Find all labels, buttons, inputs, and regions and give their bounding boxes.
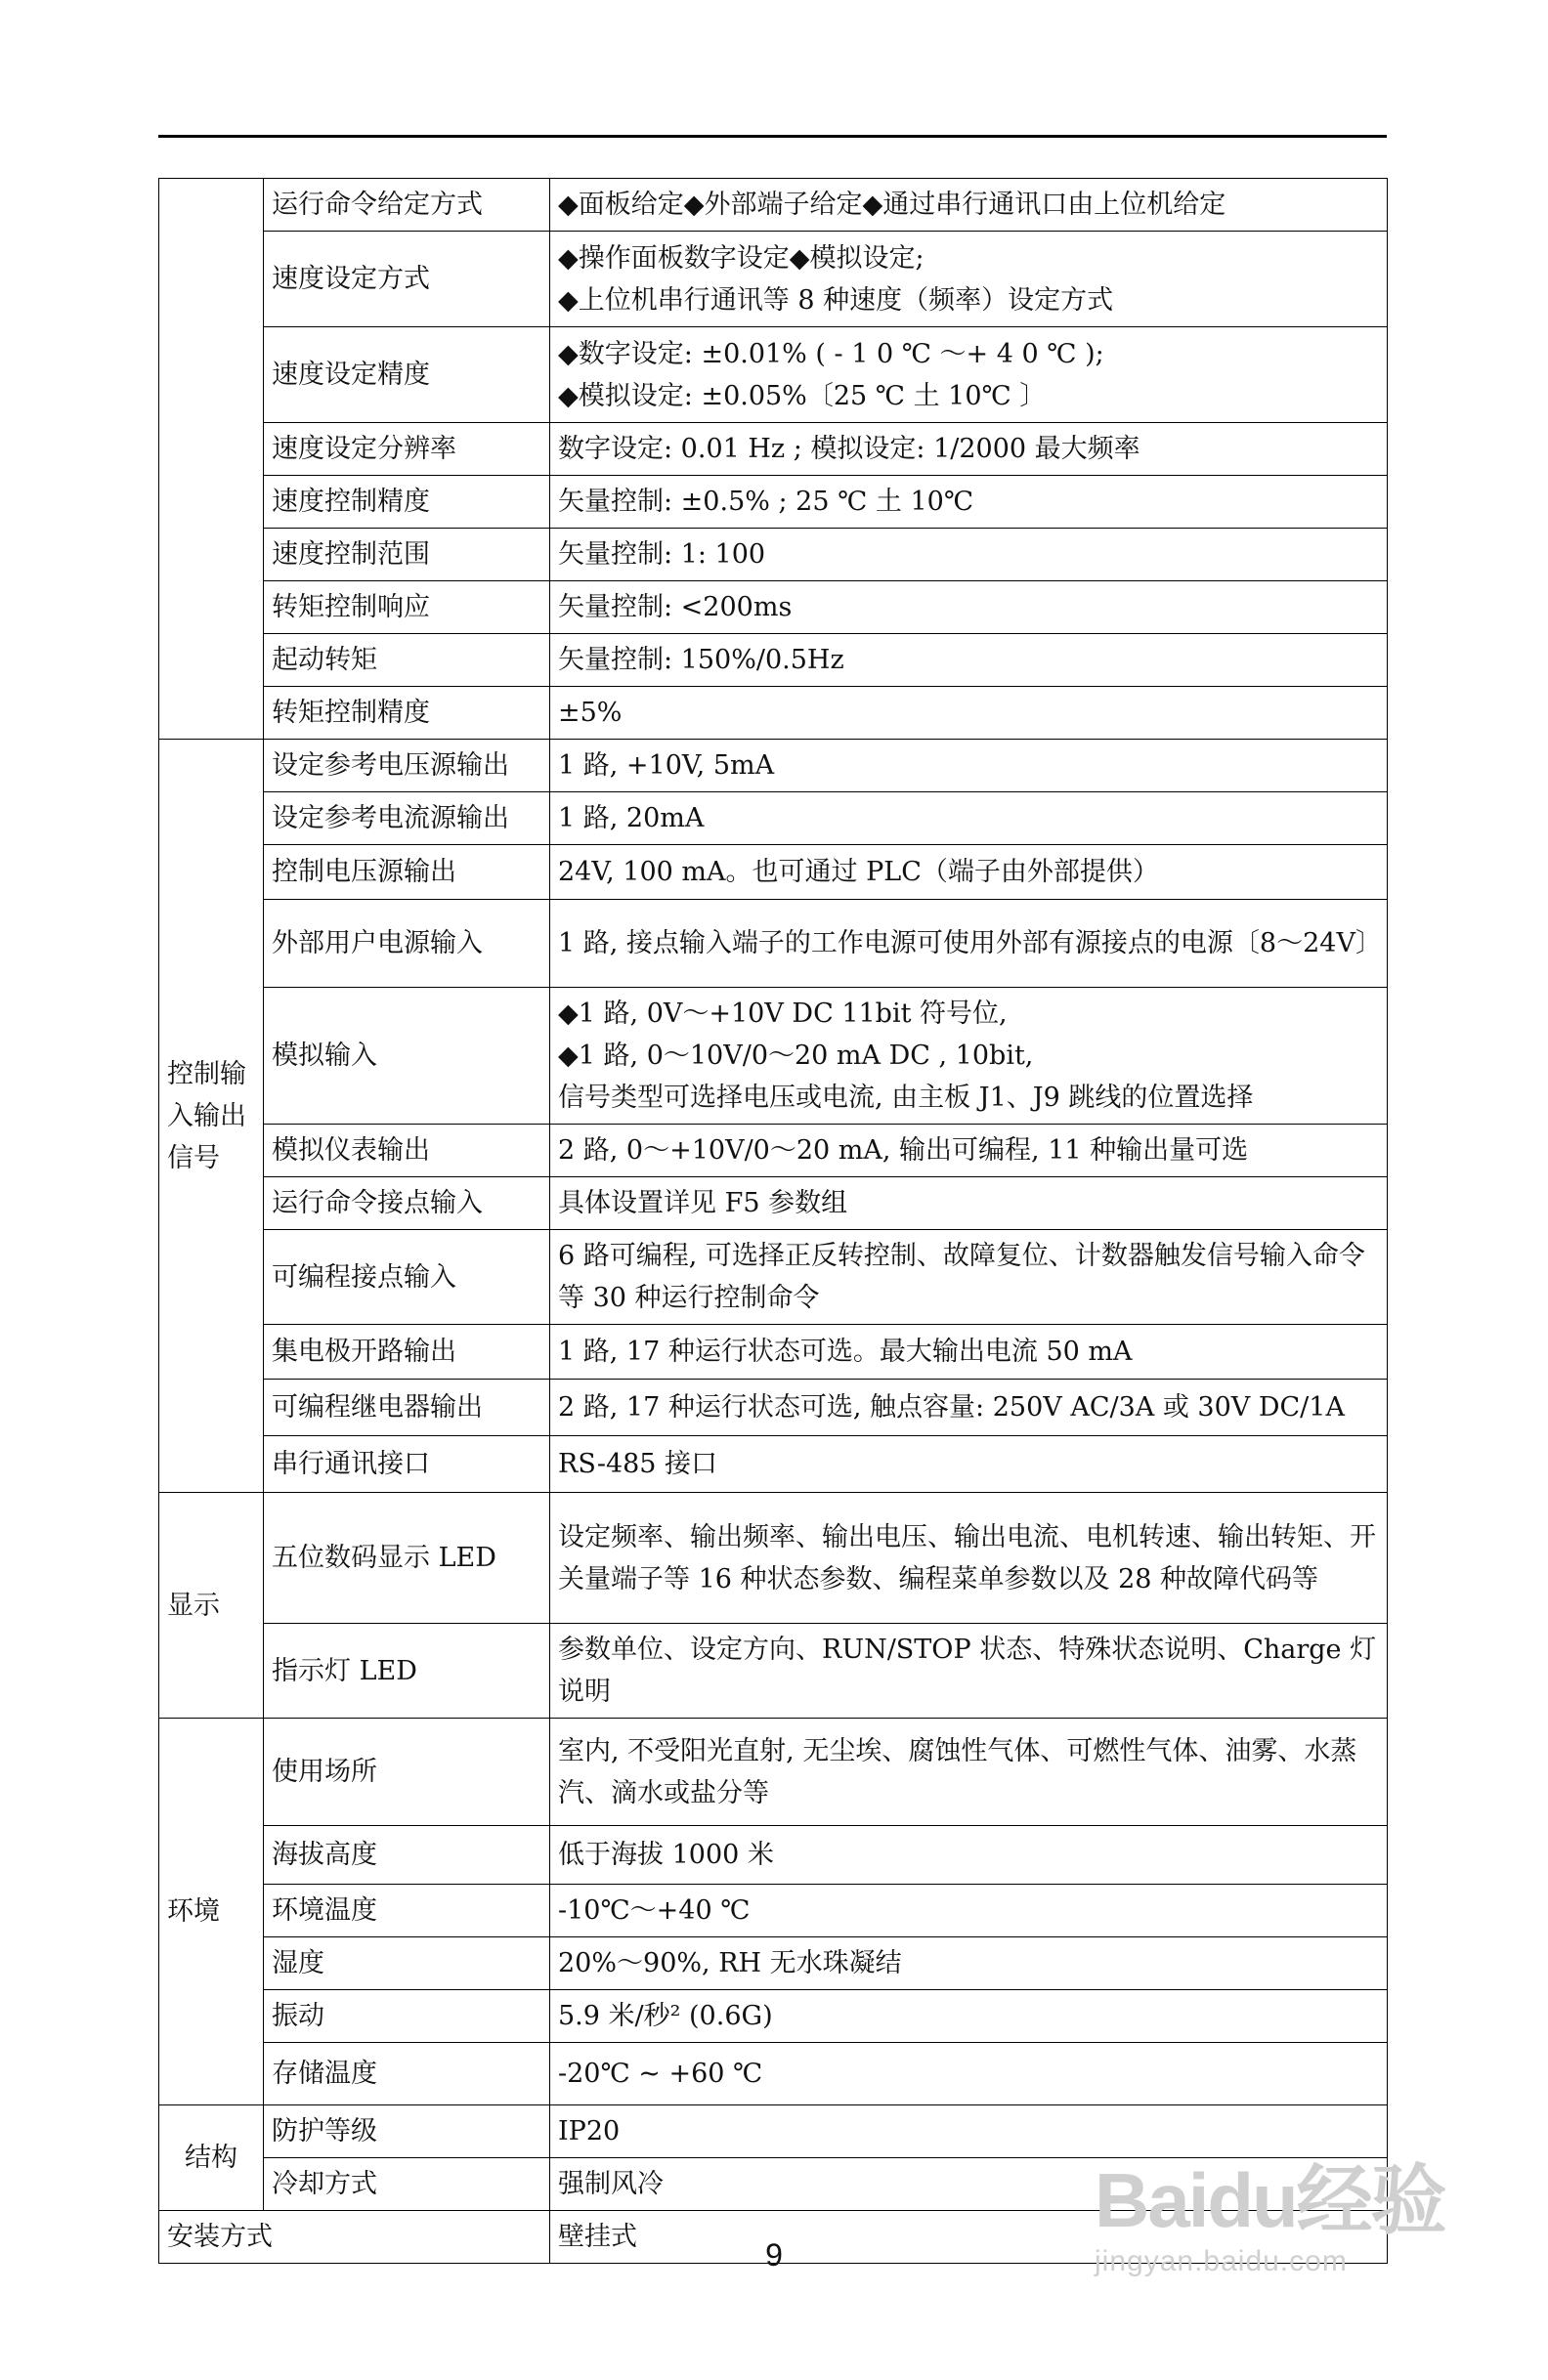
spec-value-line: ◆1 路, 0V～+10V DC 11bit 符号位, [558, 999, 1008, 1029]
spec-label: 运行命令给定方式 [264, 179, 550, 232]
spec-label: 设定参考电压源输出 [264, 740, 550, 792]
spec-value [550, 1325, 1388, 1380]
spec-label: 速度设定分辨率 [264, 423, 550, 476]
spec-value [550, 1177, 1388, 1230]
spec-value-line: RS-485 接口 [558, 1449, 718, 1479]
spec-label: 转矩控制响应 [264, 581, 550, 634]
page-number: 9 [765, 2237, 783, 2273]
spec-value-line: 1 路, +10V, 5mA [558, 750, 775, 781]
spec-table [158, 178, 1388, 2264]
spec-value-line: -20℃ ~ +60 ℃ [558, 2059, 763, 2089]
table-row [159, 988, 1388, 1125]
spec-label: 串行通讯接口 [264, 1436, 550, 1493]
spec-value-line: 6 路可编程, 可选择正反转控制、故障复位、计数器触发信号输入命令等 30 种运行控制命令 [558, 1241, 1365, 1313]
table-row [159, 529, 1388, 581]
table-row [159, 1325, 1388, 1380]
spec-label: 可编程继电器输出 [264, 1380, 550, 1436]
spec-label: 起动转矩 [264, 634, 550, 687]
spec-value [550, 423, 1388, 476]
spec-label: 速度控制范围 [264, 529, 550, 581]
spec-value [550, 687, 1388, 740]
spec-label: 指示灯 LED [264, 1624, 550, 1719]
table-row [159, 1436, 1388, 1493]
spec-value-line: 低于海拔 1000 米 [558, 1840, 774, 1870]
spec-label: 安装方式 [159, 2211, 550, 2264]
spec-label: 外部用户电源输入 [264, 900, 550, 988]
spec-value-line: 1 路, 17 种运行状态可选。最大输出电流 50 mA [558, 1337, 1133, 1367]
category-display: 显示 [159, 1493, 264, 1719]
spec-value-line: 具体设置详见 F5 参数组 [558, 1188, 848, 1218]
table-row [159, 687, 1388, 740]
table-row [159, 900, 1388, 988]
spec-value-line: 参数单位、设定方向、RUN/STOP 状态、特殊状态说明、Charge 灯说明 [558, 1635, 1377, 1707]
spec-value-line: IP20 [558, 2116, 621, 2146]
spec-label: 模拟仪表输出 [264, 1125, 550, 1177]
spec-value [550, 1624, 1388, 1719]
table-row [159, 1493, 1388, 1624]
table-row [159, 634, 1388, 687]
spec-value [550, 529, 1388, 581]
spec-label: 防护等级 [264, 2105, 550, 2158]
spec-value [550, 581, 1388, 634]
category-cell [159, 179, 264, 740]
spec-value-line: 信号类型可选择电压或电流, 由主板 J1、J9 跳线的位置选择 [558, 1083, 1254, 1113]
spec-value-line: ◆操作面板数字设定◆模拟设定; [558, 242, 924, 274]
spec-value-line: 矢量控制: <200ms [558, 592, 793, 622]
spec-value-line: 24V, 100 mA。也可通过 PLC（端子由外部提供） [558, 857, 1159, 887]
spec-label: 振动 [264, 1990, 550, 2043]
spec-value-line: 2 路, 0～+10V/0～20 mA, 输出可编程, 11 种输出量可选 [558, 1135, 1249, 1166]
spec-value-line: 矢量控制: ±0.5% ; 25 ℃ 土 10℃ [558, 487, 974, 517]
spec-value [550, 634, 1388, 687]
spec-value-line: ◆面板给定◆外部端子给定◆通过串行通讯口由上位机给定 [558, 190, 1226, 220]
spec-value [550, 179, 1388, 232]
spec-value-line: 5.9 米/秒² (0.6G) [558, 2001, 773, 2031]
table-row [159, 1177, 1388, 1230]
table-row [159, 327, 1388, 423]
spec-label: 湿度 [264, 1937, 550, 1990]
table-row [159, 1990, 1388, 2043]
category-structure: 结构 [159, 2105, 264, 2211]
table-row [159, 232, 1388, 327]
spec-value [550, 1125, 1388, 1177]
spec-value [550, 1436, 1388, 1493]
spec-label: 使用场所 [264, 1719, 550, 1826]
spec-value-line: ±5% [558, 698, 623, 728]
table-row [159, 845, 1388, 900]
spec-value-line: 设定频率、输出频率、输出电压、输出电流、电机转速、输出转矩、开关量端子等 16 种状态参数、编程菜单参数以及 28 种故障代码等 [558, 1521, 1376, 1594]
category-io: 控制输入输出信号 [159, 740, 264, 1493]
spec-value [550, 476, 1388, 529]
spec-label: 模拟输入 [264, 988, 550, 1125]
spec-value [550, 2043, 1388, 2105]
spec-value [550, 1719, 1388, 1826]
spec-label: 速度控制精度 [264, 476, 550, 529]
spec-value-line: 1 路, 20mA [558, 803, 705, 833]
spec-label: 存储温度 [264, 2043, 550, 2105]
spec-value [550, 740, 1388, 792]
table-row [159, 1719, 1388, 1826]
baidu-watermark [1095, 2140, 1446, 2306]
table-row [159, 476, 1388, 529]
spec-label: 设定参考电流源输出 [264, 792, 550, 845]
spec-label: 冷却方式 [264, 2158, 550, 2211]
table-row [159, 581, 1388, 634]
spec-value-line: 20%～90%, RH 无水珠凝结 [558, 1948, 902, 1978]
table-row [159, 1937, 1388, 1990]
table-row [159, 179, 1388, 232]
table-row [159, 1380, 1388, 1436]
table-row [159, 1624, 1388, 1719]
spec-value-line: 2 路, 17 种运行状态可选, 触点容量: 250V AC/3A 或 30V DC/1A [558, 1392, 1345, 1423]
spec-value [550, 232, 1388, 327]
table-row [159, 740, 1388, 792]
spec-value-line: 数字设定: 0.01 Hz ; 模拟设定: 1/2000 最大频率 [558, 434, 1140, 464]
spec-value-line: 矢量控制: 1: 100 [558, 539, 766, 570]
spec-label: 运行命令接点输入 [264, 1177, 550, 1230]
spec-value [550, 988, 1388, 1125]
spec-value [550, 900, 1388, 988]
spec-value-line: 矢量控制: 150%/0.5Hz [558, 645, 844, 675]
spec-value-line: ◆上位机串行通讯等 8 种速度（频率）设定方式 [558, 284, 1114, 316]
spec-label: 海拔高度 [264, 1826, 550, 1885]
spec-value-line: 室内, 不受阳光直射, 无尘埃、腐蚀性气体、可燃性气体、油雾、水蒸汽、滴水或盐分等 [558, 1735, 1357, 1808]
table-row [159, 1885, 1388, 1937]
table-row [159, 1826, 1388, 1885]
header-rule [158, 135, 1387, 138]
spec-value [550, 1380, 1388, 1436]
watermark-logo: Baidu经验 [1095, 2157, 1445, 2243]
spec-value-line: 壁挂式 [558, 2222, 637, 2252]
spec-value [550, 1937, 1388, 1990]
spec-value [550, 1990, 1388, 2043]
spec-value [550, 845, 1388, 900]
spec-value [550, 1885, 1388, 1937]
spec-label: 转矩控制精度 [264, 687, 550, 740]
watermark-url: jingyan.baidu.com [1095, 2245, 1348, 2277]
spec-label: 速度设定精度 [264, 327, 550, 423]
spec-label: 速度设定方式 [264, 232, 550, 327]
spec-value [550, 1493, 1388, 1624]
spec-value [550, 327, 1388, 423]
table-row [159, 1230, 1388, 1325]
table-row [159, 1125, 1388, 1177]
spec-value [550, 1826, 1388, 1885]
table-row [159, 2043, 1388, 2105]
spec-label: 集电极开路输出 [264, 1325, 550, 1380]
spec-value-line: ◆1 路, 0～10V/0～20 mA DC , 10bit, [558, 1041, 1034, 1071]
spec-value [550, 1230, 1388, 1325]
table-row [159, 423, 1388, 476]
spec-value-line: 1 路, 接点输入端子的工作电源可使用外部有源接点的电源〔8～24V〕 [558, 928, 1382, 958]
table-row [159, 792, 1388, 845]
spec-value-line: ◆数字设定: ±0.01% ( - 1 0 ℃ ～+ 4 0 ℃ ); [558, 338, 1104, 369]
spec-label: 控制电压源输出 [264, 845, 550, 900]
spec-label: 环境温度 [264, 1885, 550, 1937]
spec-value-line: -10℃～+40 ℃ [558, 1895, 751, 1926]
category-environment: 环境 [159, 1719, 264, 2105]
spec-label: 五位数码显示 LED [264, 1493, 550, 1624]
spec-value [550, 792, 1388, 845]
spec-label: 可编程接点输入 [264, 1230, 550, 1325]
spec-value-line: ◆模拟设定: ±0.05%〔25 ℃ 土 10℃ 〕 [558, 380, 1047, 411]
spec-value-line: 强制风冷 [558, 2169, 664, 2199]
